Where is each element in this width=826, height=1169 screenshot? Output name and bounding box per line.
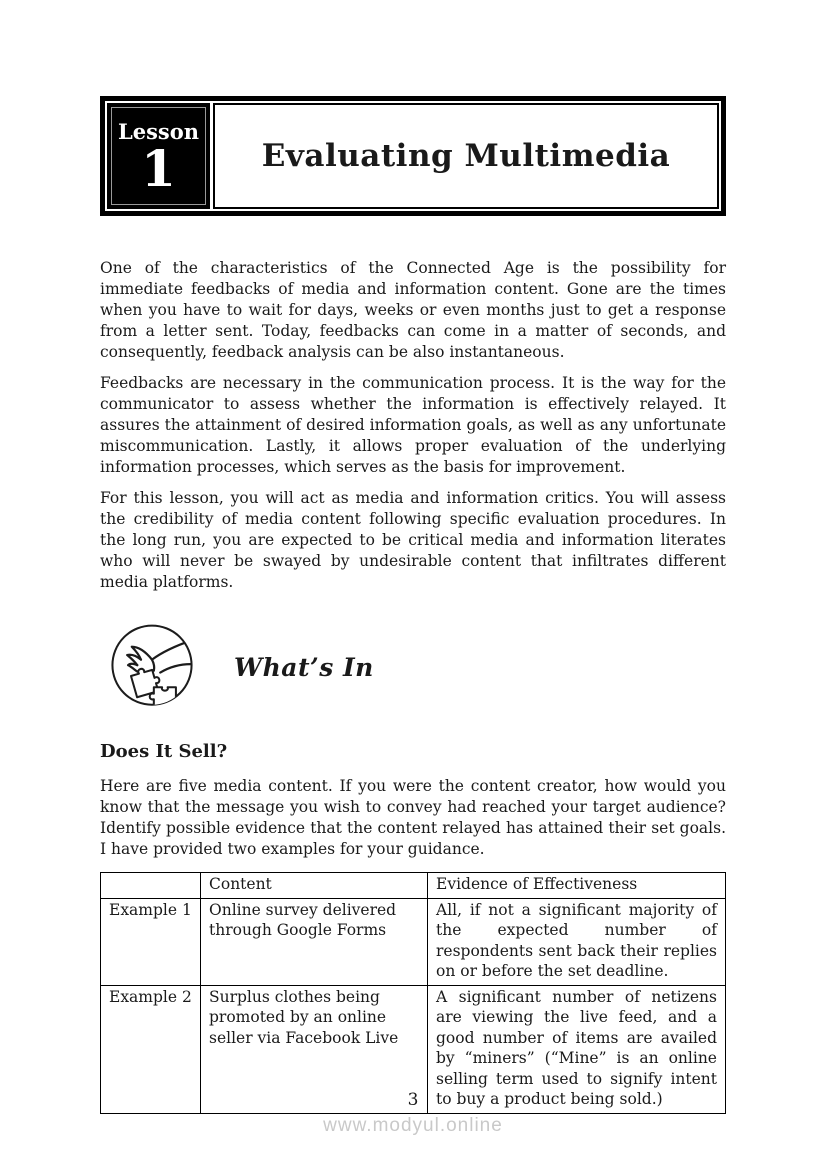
- header-cell-blank: [101, 873, 201, 899]
- lesson-header-box: [100, 96, 726, 216]
- lesson-label: Lesson: [117, 119, 200, 145]
- intro-paragraph-2: Feedbacks are necessary in the communication process. It is the way for the communicator to assess whether the information is effectively relayed. It assures the attainment of desired information goals, as well as any unfortunate miscommunication. Lastly, it allows proper evaluation of the underlying information processes, which serves as the basis for improvement.: [100, 374, 726, 476]
- activity-heading: Does It Sell?: [100, 741, 228, 762]
- whats-in-section: [106, 619, 726, 715]
- lesson-number-badge: [107, 103, 210, 209]
- examples-table: [100, 872, 726, 1114]
- whats-in-title: What’s In: [234, 652, 374, 682]
- table-row: [101, 898, 726, 985]
- lesson-title: Evaluating Multimedia: [261, 138, 671, 174]
- row-evidence: All, if not a significant majority of the expected number of respondents sent back their replies on or before the set deadline.: [428, 898, 726, 985]
- hand-puzzle-piece-icon: [106, 619, 198, 715]
- row-evidence: A significant number of netizens are viewing the live feed, and a good number of items are availed by “miners” (“Mine” is an online selling term used to signify intent to buy a product being sold.): [428, 985, 726, 1113]
- header-cell-content: Content: [201, 873, 428, 899]
- page-footer: [0, 1090, 826, 1137]
- row-label: Example 2: [101, 985, 201, 1113]
- row-label: Example 1: [101, 898, 201, 985]
- row-content: Online survey delivered through Google Forms: [201, 898, 428, 985]
- page-number: 3: [407, 1090, 419, 1110]
- lesson-header-inner: [107, 103, 719, 209]
- lesson-badge-frame: [111, 107, 206, 205]
- row-content: Surplus clothes being promoted by an online seller via Facebook Live: [201, 985, 428, 1113]
- watermark: www.modyul.online: [323, 1115, 503, 1136]
- header-cell-evidence: Evidence of Effectiveness: [428, 873, 726, 899]
- intro-paragraph-3: For this lesson, you will act as media and information critics. You will assess the credibility of media content following specific evaluation procedures. In the long run, you are expected to be critical media and information literates who will never be swayed by undesirable content that infiltrates different media platforms.: [100, 489, 726, 591]
- lesson-number: 1: [141, 139, 176, 199]
- activity-description: Here are five media content. If you were the content creator, how would you know that the message you wish to convey had reached your target audience? Identify possible evidence that the content relayed has attained their set goals. I have provided two examples for your guidance.: [100, 777, 726, 858]
- intro-paragraph-1: One of the characteristics of the Connected Age is the possibility for immediate feedbacks of media and information content. Gone are the times when you have to wait for days, weeks or even months just to get a response from a letter sent. Today, feedbacks can come in a matter of seconds, and consequently, feedback analysis can be also instantaneous.: [100, 259, 726, 361]
- table-header-row: [101, 873, 726, 899]
- lesson-title-cell: [213, 103, 719, 209]
